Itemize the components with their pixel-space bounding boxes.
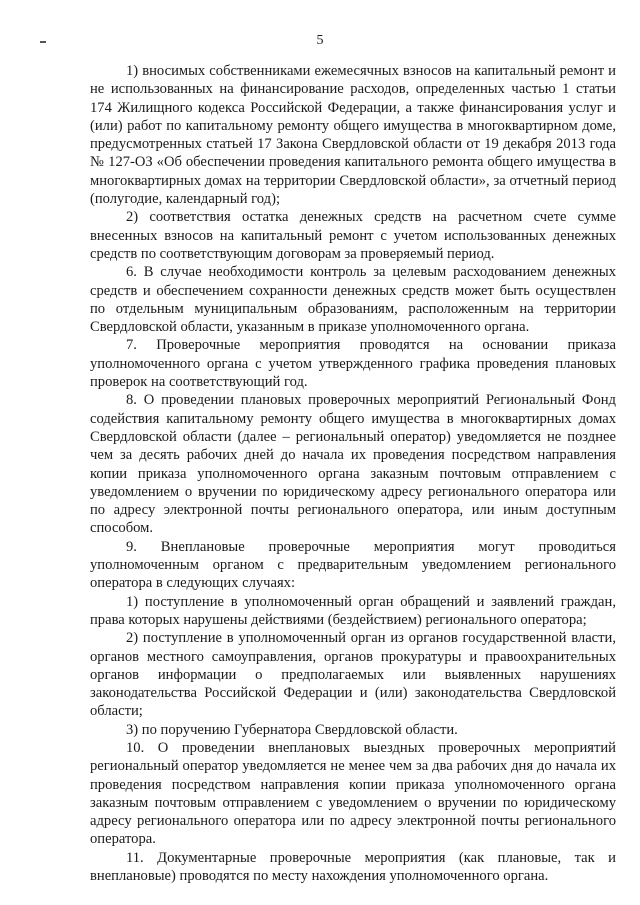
page-number: 5 bbox=[316, 33, 324, 48]
paragraph-clause-9-item-3: 3) по поручению Губернатора Свердловской области. bbox=[126, 721, 458, 738]
paragraph-clause-9: 9. Внеплановые проверочные мероприятия могут проводиться уполномоченным органом с предварительным уведомлением регионального оператора в следующих случаях: bbox=[90, 538, 616, 592]
paragraph-item-1-reserve: 1) вносимых собственниками ежемесячных взносов на капитальный ремонт и не использованных на финансирование расходов, определенных частью 1 статьи 174 Жилищного кодекса Российской Федерации, а также финансирования услуг и (или) работ по капитальному ремонту общего имущества в многоквартирном доме, предусмотренных статьей 17 Закона Свердловской области от 19 декабря 2013 года № 127-ОЗ «Об обеспечении проведения капитального ремонта общего имущества в многоквартирных домах на территории Свердловской области», за отчетный период (полугодие, календарный год); bbox=[90, 63, 616, 208]
paragraph-clause-7: 7. Проверочные мероприятия проводятся на основании приказа уполномоченного органа с учетом утвержденного графика проведения плановых проверок на соответствующий год. bbox=[90, 337, 616, 391]
paragraph-clause-6: 6. В случае необходимости контроль за целевым расходованием денежных средств и обеспечением сохранности денежных средств может быть осуществлен по отдельным муниципальным образованиям, расположенным на территории Свердловской области, указанным в приказе уполномоченного органа. bbox=[90, 264, 616, 336]
paragraph-clause-10: 10. О проведении внеплановых выездных проверочных мероприятий региональный оператор уведомляется не менее чем за два рабочих дня до начала их проведения посредством направления копии приказа уполномоченного органа заказным почтовым отправлением с уведомлением о вручении по юридическому адресу регионального оператора или по адресу электронной почты регионального оператора. bbox=[90, 739, 616, 848]
paragraph-clause-9-item-1: 1) поступление в уполномоченный орган обращений и заявлений граждан, права которых нарушены действиями (бездействием) регионального оператора; bbox=[90, 593, 616, 628]
document-body bbox=[90, 62, 616, 885]
paragraph-clause-11: 11. Документарные проверочные мероприятия (как плановые, так и внеплановые) проводятся по месту нахождения уполномоченного органа. bbox=[90, 849, 616, 885]
paragraph-clause-9-item-2: 2) поступление в уполномоченный орган из органов государственной власти, органов местного самоуправления, органов прокуратуры и правоохранительных органов информации о предполагаемых или выявленных нарушениях законодательства Российской Федерации и (или) законодательства Свердловской области; bbox=[90, 630, 616, 720]
paragraph-item-2-balance: 2) соответствия остатка денежных средств на расчетном счете сумме внесенных взносов на капитальный ремонт с учетом использованных денежных средств по соответствующим договорам за проверяемый период. bbox=[90, 209, 616, 262]
paragraph-clause-8: 8. О проведении плановых проверочных мероприятий Региональный Фонд содействия капитальному ремонту общего имущества в многоквартирных домах Свердловской области (далее – региональный оператор) уведомляется не позднее чем за десять рабочих дней до начала их проведения посредством направления копии приказа уполномоченного органа заказным почтовым отправлением с уведомлением о вручении по юридическому адресу регионального оператора или по адресу электронной почты регионального оператора, или иным доступным способом. bbox=[90, 392, 616, 537]
